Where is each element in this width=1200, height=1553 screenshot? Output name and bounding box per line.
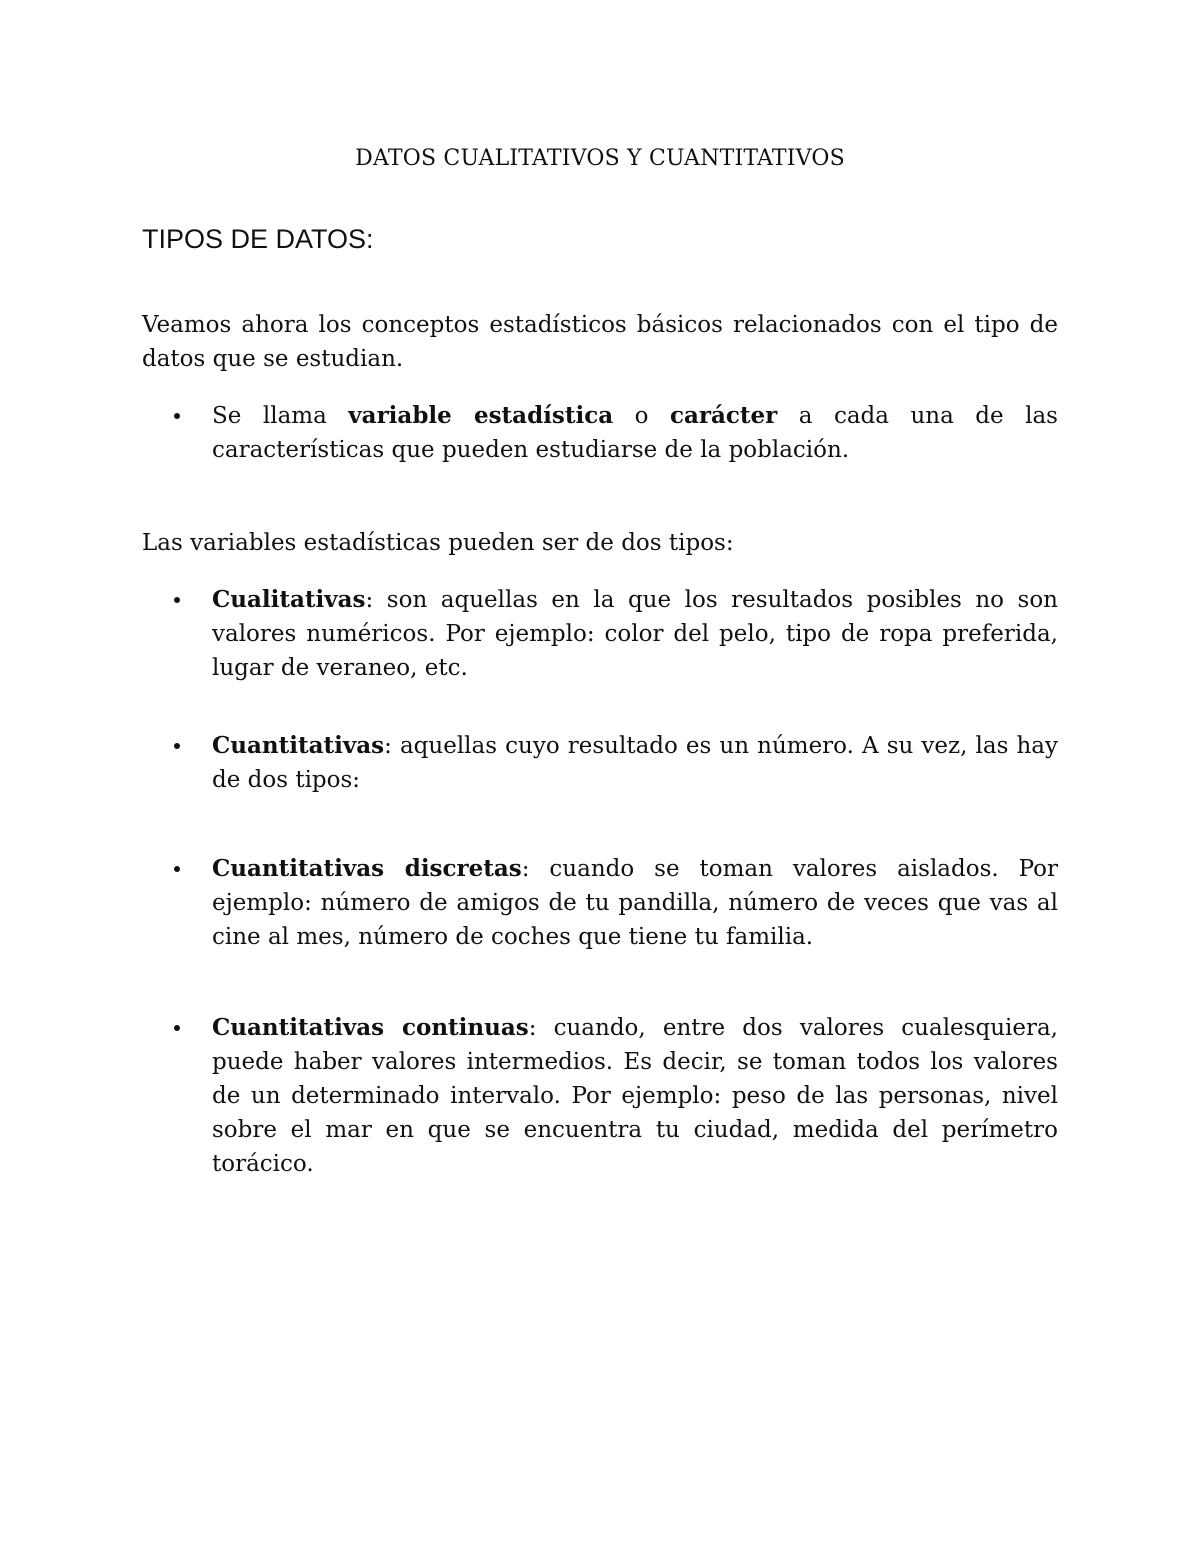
bullet-icon (174, 743, 180, 749)
definition-line-2: características que pueden estudiarse de la población. (212, 437, 850, 463)
type-term: Cuantitativas continuas (212, 1014, 529, 1041)
types-intro-paragraph: Las variables estadísticas pueden ser de dos tipos: (142, 530, 734, 556)
type-description: : cuando se toman valores aislados. Por ejemplo: número de amigos de tu pandilla, número de veces que vas al cine al mes, número de coches que tiene tu familia. (212, 856, 1059, 950)
definition-prefix: Se llama (212, 403, 349, 429)
section-heading: TIPOS DE DATOS: (142, 224, 374, 254)
definition-list (142, 399, 1058, 467)
type-term: Cuantitativas (212, 732, 385, 759)
bullet-icon (174, 597, 180, 603)
bullet-icon (174, 413, 180, 419)
bullet-icon (174, 1025, 180, 1031)
type-description: : son aquellas en la que los resultados posibles no son valores numéricos. Por ejemplo: color del pelo, tipo de ropa preferida, lugar de veraneo, etc. (212, 587, 1058, 681)
term-variable-estadistica: variable estadística (348, 402, 614, 429)
types-list-4 (142, 1011, 1058, 1181)
type-description: : aquellas cuyo resultado es un número. A su vez, las hay de dos tipos: (212, 733, 1058, 793)
definition-line-1 (212, 399, 1058, 433)
definition-line-1-rest: a cada una de las (777, 403, 1058, 429)
type-term: Cualitativas (212, 586, 366, 613)
types-list-3 (142, 852, 1058, 954)
bullet-icon (174, 866, 180, 872)
intro-paragraph: Veamos ahora los conceptos estadísticos básicos relacionados con el tipo de datos que se estudian. (142, 312, 1058, 372)
term-caracter: carácter (669, 402, 778, 429)
list-item (142, 1011, 1058, 1181)
list-item (142, 852, 1058, 954)
types-list-1 (142, 583, 1058, 685)
list-item (142, 399, 1058, 467)
list-item (142, 729, 1058, 797)
type-term: Cuantitativas discretas (212, 855, 522, 882)
document-title: DATOS CUALITATIVOS Y CUANTITATIVOS (355, 146, 845, 171)
list-item (142, 583, 1058, 685)
definition-connector: o (613, 403, 670, 429)
type-description: : cuando, entre dos valores cualesquiera, puede haber valores intermedios. Es decir, se toman todos los valores de un determinado intervalo. Por ejemplo: peso de las personas, nivel sobre el mar en que se encuentra tu ciudad, medida del perímetro torácico. (212, 1015, 1058, 1177)
types-list-2 (142, 729, 1058, 797)
